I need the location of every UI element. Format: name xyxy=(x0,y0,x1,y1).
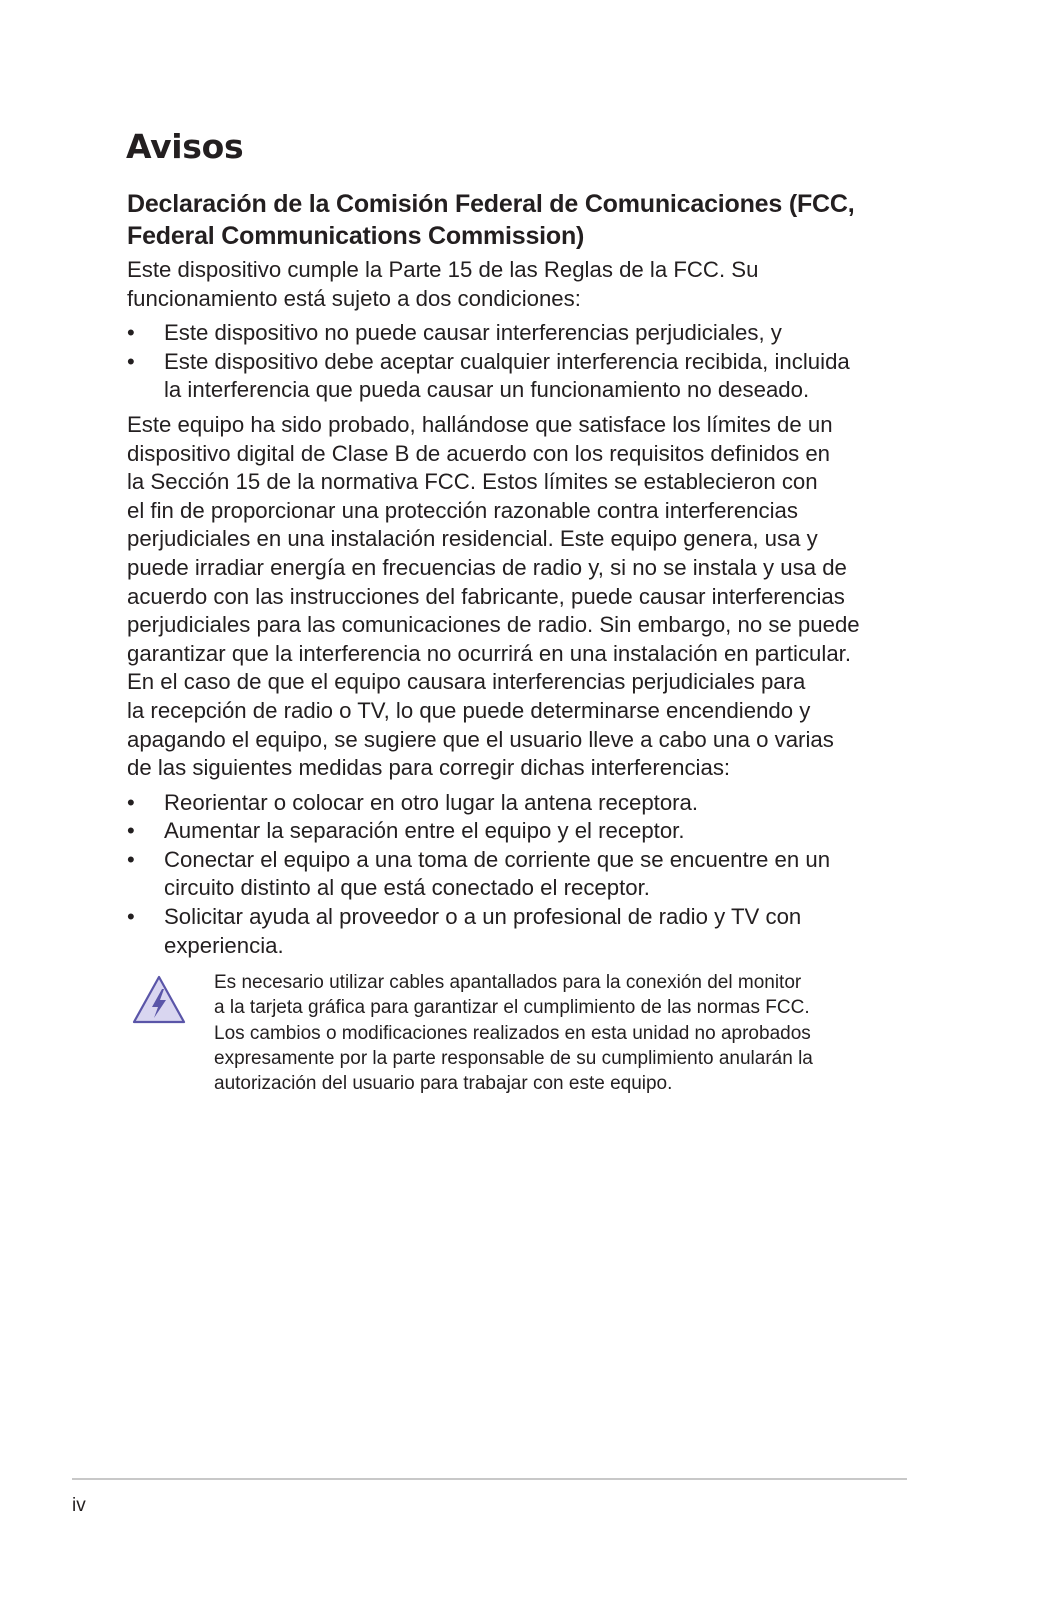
footer-divider xyxy=(72,1478,907,1480)
warning-note xyxy=(127,970,917,1100)
paragraph-line: la Sección 15 de la normativa FCC. Estos límites se establecieron con xyxy=(127,469,818,495)
section-heading-line-2: Federal Communications Commission) xyxy=(127,222,585,250)
list-item-text: Conectar el equipo a una toma de corriente que se encuentre en un xyxy=(164,846,831,872)
paragraph-line: de las siguientes medidas para corregir dichas interferencias: xyxy=(127,755,731,781)
intro-line: Este dispositivo cumple la Parte 15 de las Reglas de la FCC. Su xyxy=(127,257,759,282)
list-item xyxy=(127,348,917,405)
paragraph-line: Este equipo ha sido probado, hallándose que satisface los límites de un xyxy=(127,411,833,437)
list-item-text: Este dispositivo debe aceptar cualquier interferencia recibida, incluida xyxy=(164,348,850,374)
warning-lightning-icon xyxy=(131,974,187,1026)
note-line: expresamente por la parte responsable de su cumplimiento anularán la xyxy=(214,1047,813,1069)
bullet-icon: • xyxy=(127,348,135,374)
bullet-icon: • xyxy=(127,904,135,930)
paragraph-line: el fin de proporcionar una protección razonable contra interferencias xyxy=(127,497,798,523)
list-item-text: circuito distinto al que está conectado el receptor. xyxy=(164,875,650,901)
conditions-list xyxy=(127,319,917,405)
section-heading xyxy=(127,188,917,252)
paragraph-line: apagando el equipo, se sugiere que el usuario lleve a cabo una o varias xyxy=(127,726,834,752)
page-number: iv xyxy=(72,1495,86,1516)
note-line: Es necesario utilizar cables apantallados para la conexión del monitor xyxy=(214,972,802,994)
list-item-text: Este dispositivo no puede causar interferencias perjudiciales, y xyxy=(164,320,782,346)
list-item xyxy=(127,846,917,903)
bullet-icon: • xyxy=(127,818,135,844)
list-item-text: la interferencia que pueda causar un funcionamiento no deseado. xyxy=(164,377,810,403)
fcc-section xyxy=(127,188,917,1100)
paragraph-line: puede irradiar energía en frecuencias de radio y, si no se instala y usa de xyxy=(127,554,847,580)
bullet-icon: • xyxy=(127,320,135,346)
note-text xyxy=(214,970,904,1096)
list-item xyxy=(127,319,917,348)
paragraph-line: perjudiciales para las comunicaciones de radio. Sin embargo, no se puede xyxy=(127,612,860,638)
measures-list xyxy=(127,789,917,961)
note-line: a la tarjeta gráfica para garantizar el cumplimiento de las normas FCC. xyxy=(214,997,810,1019)
list-item xyxy=(127,903,917,960)
paragraph-line: acuerdo con las instrucciones del fabricante, puede causar interferencias xyxy=(127,583,845,609)
list-item-text: experiencia. xyxy=(164,932,284,958)
list-item-text: Solicitar ayuda al proveedor o a un profesional de radio y TV con xyxy=(164,904,802,930)
page-title: Avisos xyxy=(126,127,244,166)
main-paragraph xyxy=(127,411,917,783)
paragraph-line: perjudiciales en una instalación residencial. Este equipo genera, usa y xyxy=(127,526,818,552)
paragraph-line: la recepción de radio o TV, lo que puede determinarse encendiendo y xyxy=(127,697,811,723)
list-item xyxy=(127,789,917,818)
bullet-icon: • xyxy=(127,846,135,872)
paragraph-line: dispositivo digital de Clase B de acuerdo con los requisitos definidos en xyxy=(127,440,831,466)
list-item-text: Reorientar o colocar en otro lugar la antena receptora. xyxy=(164,789,699,815)
list-item xyxy=(127,817,917,846)
bullet-icon: • xyxy=(127,789,135,815)
note-line: Los cambios o modificaciones realizados en esta unidad no aprobados xyxy=(214,1022,811,1044)
intro-paragraph xyxy=(127,256,917,313)
paragraph-line: garantizar que la interferencia no ocurrirá en una instalación en particular. xyxy=(127,640,851,666)
paragraph-line: En el caso de que el equipo causara interferencias perjudiciales para xyxy=(127,669,806,695)
note-line: autorización del usuario para trabajar con este equipo. xyxy=(214,1073,673,1095)
intro-line: funcionamiento está sujeto a dos condiciones: xyxy=(127,285,581,311)
section-heading-line-1: Declaración de la Comisión Federal de Comunicaciones (FCC, xyxy=(127,190,855,218)
list-item-text: Aumentar la separación entre el equipo y el receptor. xyxy=(164,818,685,844)
